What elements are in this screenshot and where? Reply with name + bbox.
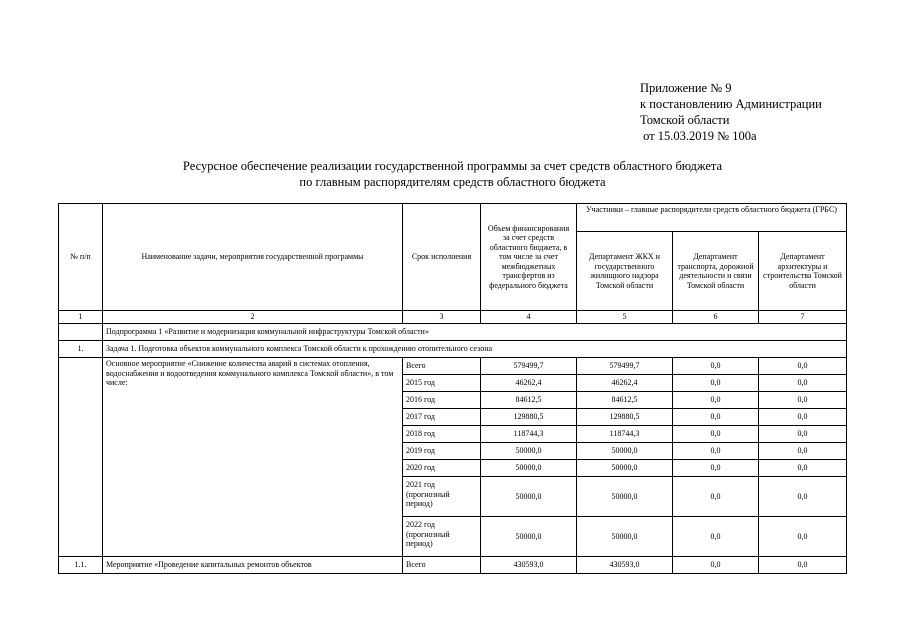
row-dept-transport: 0,0 — [673, 460, 759, 477]
row-dept-housing: 50000,0 — [577, 460, 673, 477]
row-volume: 50000,0 — [481, 460, 577, 477]
subprogram-title: Подпрограмма 1 «Развитие и модернизация коммунальной инфраструктуры Томской области» — [103, 324, 847, 341]
activity-title: Мероприятие «Проведение капитальных ремонтов объектов — [103, 557, 403, 574]
row-dept-transport: 0,0 — [673, 443, 759, 460]
task-title: Задача 1. Подготовка объектов коммунального комплекса Томской области к прохождению отопительного сезона — [103, 341, 847, 358]
row-dept-transport: 0,0 — [673, 557, 759, 574]
row-dept-housing: 50000,0 — [577, 517, 673, 557]
activity-num: 1.1. — [59, 557, 103, 574]
row-volume: 118744,3 — [481, 426, 577, 443]
col-number: 4 — [481, 311, 577, 324]
row-dept-housing: 50000,0 — [577, 443, 673, 460]
column-numbers-row — [59, 311, 847, 324]
row-dept-housing: 84612,5 — [577, 392, 673, 409]
row-term: 2020 год — [403, 460, 481, 477]
row-dept-transport: 0,0 — [673, 426, 759, 443]
row-term: Всего — [403, 557, 481, 574]
col-number: 3 — [403, 311, 481, 324]
row-dept-architecture: 0,0 — [759, 557, 847, 574]
row-volume: 129880,5 — [481, 409, 577, 426]
header-term: Срок исполнения — [403, 204, 481, 311]
title-line-2: по главным распорядителям средств областного бюджета — [299, 175, 606, 189]
row-term: 2016 год — [403, 392, 481, 409]
subprogram-num-cell — [59, 324, 103, 341]
row-dept-housing: 50000,0 — [577, 477, 673, 517]
row-dept-housing: 579499,7 — [577, 358, 673, 375]
row-dept-transport: 0,0 — [673, 517, 759, 557]
row-term: 2021 год (прогнозный период) — [403, 477, 481, 517]
row-dept-architecture: 0,0 — [759, 517, 847, 557]
resource-table — [58, 203, 847, 574]
row-dept-architecture: 0,0 — [759, 358, 847, 375]
row-term: 2017 год — [403, 409, 481, 426]
row-dept-architecture: 0,0 — [759, 460, 847, 477]
header-dept-architecture: Департамент архитектуры и строительства Томской области — [759, 232, 847, 311]
table-row — [59, 557, 847, 574]
row-volume: 84612,5 — [481, 392, 577, 409]
row-volume: 50000,0 — [481, 517, 577, 557]
header-num: № п/п — [59, 204, 103, 311]
row-dept-architecture: 0,0 — [759, 426, 847, 443]
header-dept-housing: Департамент ЖКХ и государственного жилищного надзора Томской области — [577, 232, 673, 311]
row-dept-transport: 0,0 — [673, 375, 759, 392]
title-line-1: Ресурсное обеспечение реализации государственной программы за счет средств областного бюджета — [182, 159, 723, 173]
row-dept-architecture: 0,0 — [759, 443, 847, 460]
appendix-line-1: Приложение № 9 — [640, 81, 732, 95]
row-volume: 46262,4 — [481, 375, 577, 392]
header-row-1 — [59, 204, 847, 232]
task-row — [59, 341, 847, 358]
row-dept-architecture: 0,0 — [759, 375, 847, 392]
row-term: 2018 год — [403, 426, 481, 443]
appendix-line-2: к постановлению Администрации — [640, 97, 822, 111]
appendix-line-3: Томской области — [640, 113, 730, 127]
col-number: 1 — [59, 311, 103, 324]
col-number: 6 — [673, 311, 759, 324]
main-activity-num-cell — [59, 358, 103, 557]
col-number: 2 — [103, 311, 403, 324]
row-term: 2019 год — [403, 443, 481, 460]
row-volume: 579499,7 — [481, 358, 577, 375]
row-dept-transport: 0,0 — [673, 477, 759, 517]
subprogram-row — [59, 324, 847, 341]
row-dept-architecture: 0,0 — [759, 409, 847, 426]
row-volume: 430593,0 — [481, 557, 577, 574]
col-number: 7 — [759, 311, 847, 324]
row-dept-housing: 430593,0 — [577, 557, 673, 574]
col-number: 5 — [577, 311, 673, 324]
row-term: Всего — [403, 358, 481, 375]
row-dept-architecture: 0,0 — [759, 392, 847, 409]
row-dept-housing: 46262,4 — [577, 375, 673, 392]
row-volume: 50000,0 — [481, 477, 577, 517]
row-dept-transport: 0,0 — [673, 409, 759, 426]
row-dept-architecture: 0,0 — [759, 477, 847, 517]
header-volume: Объем финансирования за счет средств областного бюджета, в том числе за счет межбюджетных трансфертов из федерального бюджета — [481, 204, 577, 311]
header-dept-transport: Департамент транспорта, дорожной деятельности и связи Томской области — [673, 232, 759, 311]
row-dept-transport: 0,0 — [673, 358, 759, 375]
row-dept-transport: 0,0 — [673, 392, 759, 409]
appendix-line-4: от 15.03.2019 № 100а — [640, 129, 757, 143]
row-volume: 50000,0 — [481, 443, 577, 460]
appendix-block — [640, 80, 822, 144]
main-activity-title: Основное мероприятие «Снижение количества аварий в системах отопления, водоснабжения и водоотведения коммунального комплекса Томской области», в том числе: — [103, 358, 403, 557]
header-name: Наименование задачи, мероприятия государственной программы — [103, 204, 403, 311]
document-title — [0, 158, 905, 190]
table-row — [59, 358, 847, 375]
row-term: 2022 год (прогнозный период) — [403, 517, 481, 557]
header-participants: Участники – главные распорядители средств областного бюджета (ГРБС) — [577, 204, 847, 232]
row-dept-housing: 118744,3 — [577, 426, 673, 443]
task-num: 1. — [59, 341, 103, 358]
row-dept-housing: 129880,5 — [577, 409, 673, 426]
row-term: 2015 год — [403, 375, 481, 392]
